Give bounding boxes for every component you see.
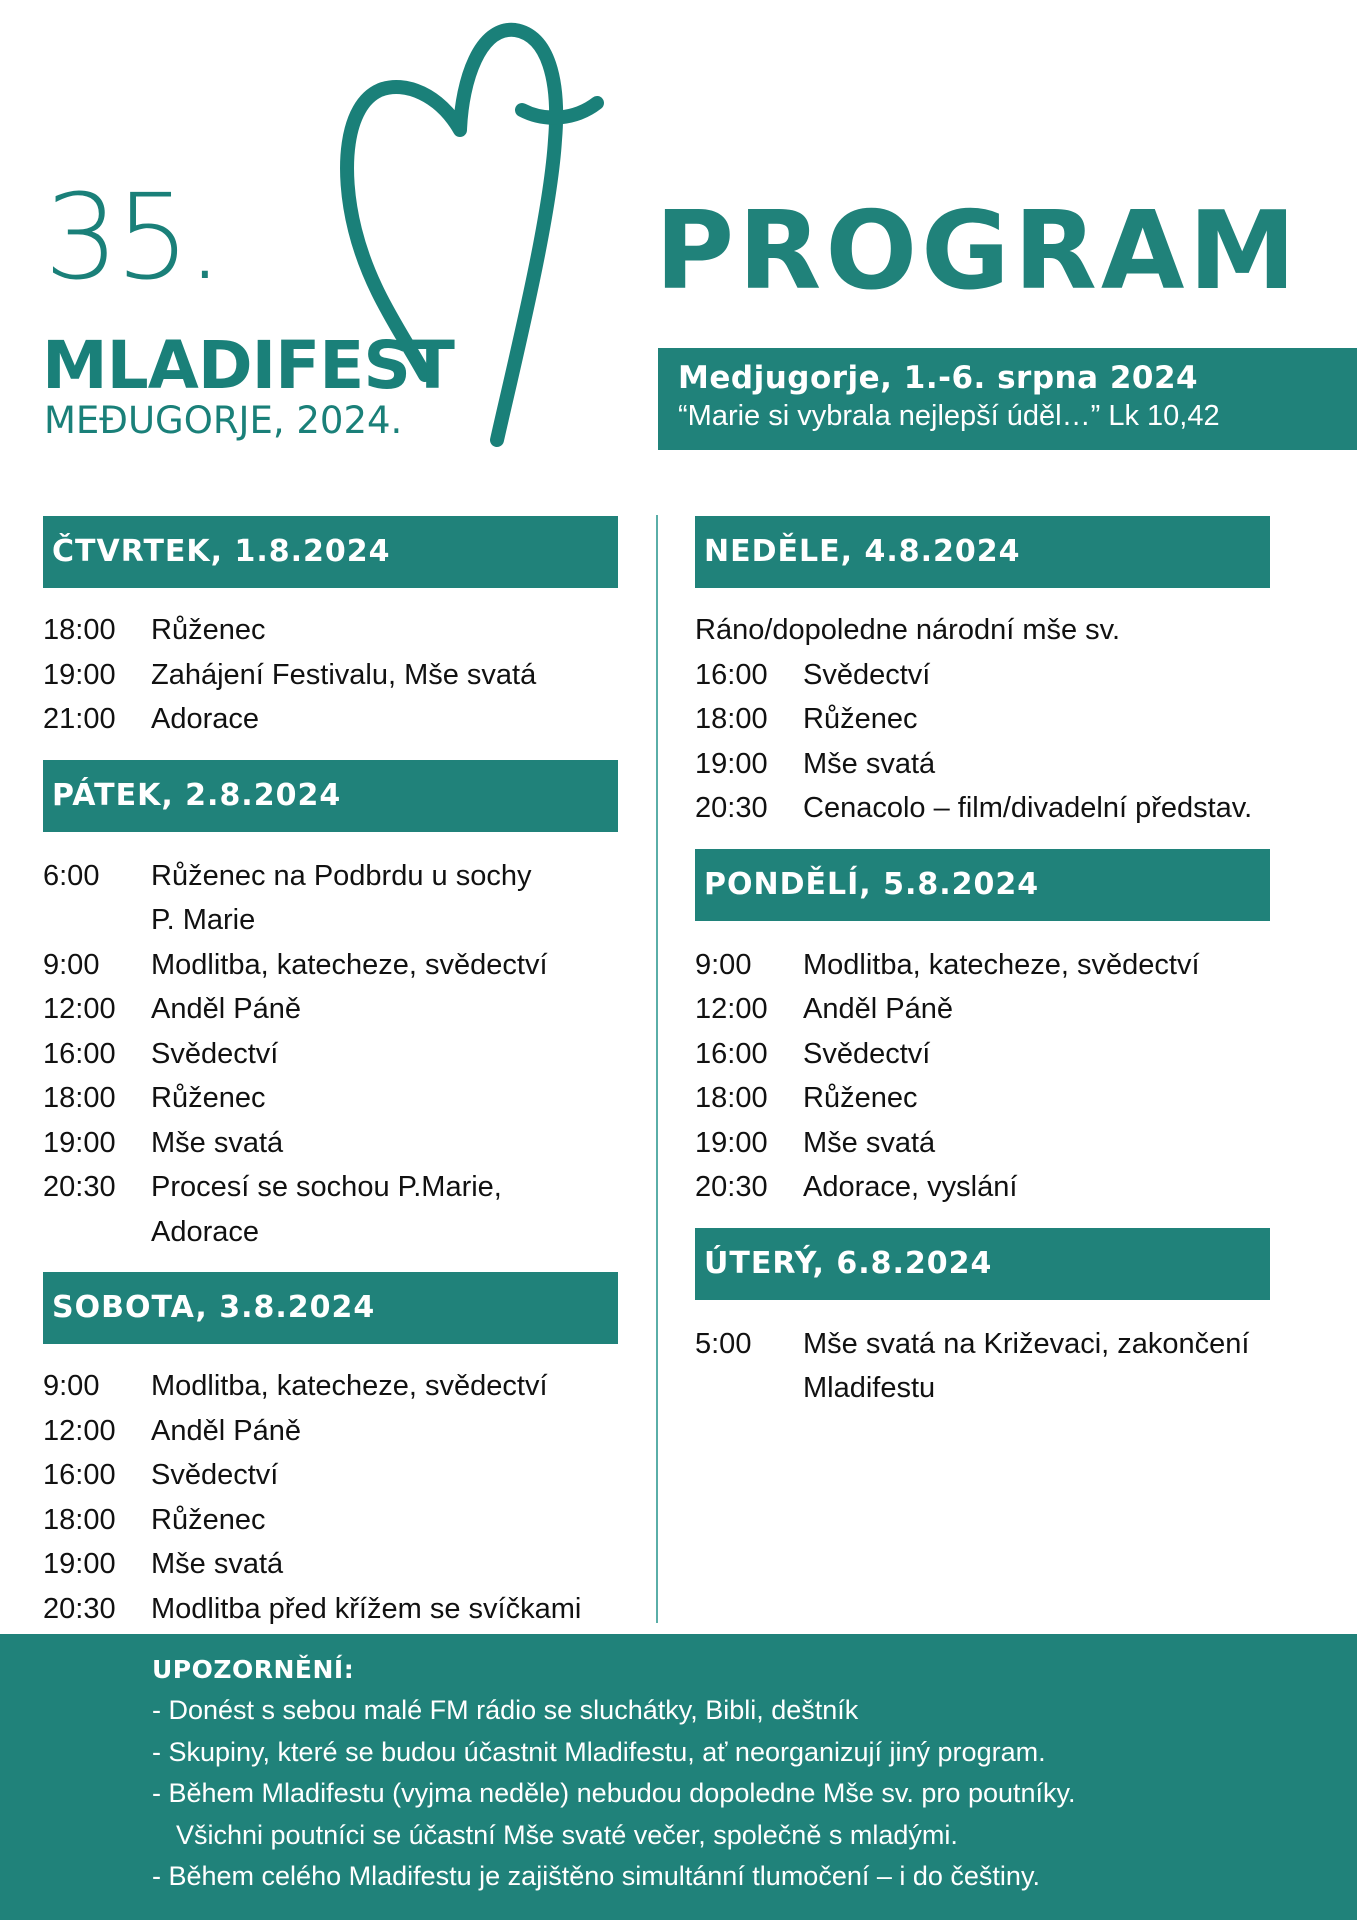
event-desc: Svědectví: [151, 1037, 279, 1070]
event-time: 9:00: [43, 948, 100, 981]
day-tuesday: [695, 1228, 1355, 1429]
event-list: [43, 832, 643, 1273]
event-desc: Anděl Páně: [151, 993, 301, 1025]
event-row: [43, 1453, 643, 1498]
day-header: NEDĚLE, 4.8.2024: [695, 516, 1270, 588]
event-row: [695, 987, 1355, 1032]
event-time: 19:00: [695, 747, 768, 780]
column-divider: [656, 515, 658, 1623]
event-row: [695, 1076, 1355, 1121]
page-title: PROGRAM: [655, 189, 1300, 314]
event-list: [43, 1344, 643, 1649]
event-desc: Cenacolo – film/divadelní představ.: [803, 792, 1253, 824]
notice-line: - Donést s sebou malé FM rádio se sluchátky, Bibli, deštník: [152, 1695, 859, 1725]
event-row: [695, 1165, 1355, 1210]
event-desc: Mše svatá: [803, 1126, 936, 1159]
event-list: [43, 588, 643, 760]
notice-line: - Během Mladifestu (vyjma neděle) nebudou dopoledne Mše sv. pro poutníky.: [152, 1778, 1076, 1808]
event-desc: Modlitba, katecheze, svědectví: [151, 1370, 548, 1402]
event-desc: Růženec: [151, 1503, 266, 1536]
event-row: [43, 987, 643, 1032]
event-desc: Ráno/dopoledne národní mše sv.: [695, 614, 1121, 646]
event-desc: Adorace: [151, 703, 260, 735]
event-desc: Zahájení Festivalu, Mše svatá: [151, 658, 537, 691]
event-desc-continued: Mladifestu: [803, 1372, 936, 1404]
event-desc: Svědectví: [803, 658, 931, 691]
event-desc: Mše svatá na Križevaci, zakončení: [803, 1327, 1250, 1360]
event-time: 21:00: [43, 703, 116, 735]
event-list: [695, 1300, 1355, 1429]
event-time: 20:30: [695, 1171, 768, 1203]
event-time: 19:00: [43, 1126, 116, 1159]
event-desc: Modlitba, katecheze, svědectví: [151, 948, 548, 981]
event-desc: Adorace, vyslání: [803, 1171, 1018, 1203]
mladifest-logo: [0, 0, 640, 460]
event-row: [43, 1032, 643, 1077]
event-row: [43, 653, 643, 698]
event-desc: Modlitba před křížem se svíčkami: [151, 1592, 582, 1625]
event-desc: Procesí se sochou P.Marie,: [151, 1171, 502, 1203]
day-thursday: [43, 516, 643, 760]
event-row: [43, 1364, 643, 1409]
event-row: [695, 697, 1355, 742]
event-desc: Růženec: [803, 1082, 918, 1114]
schedule-left-column: [43, 516, 643, 1649]
event-time: 19:00: [43, 1548, 116, 1580]
day-header: PONDĚLÍ, 5.8.2024: [695, 849, 1270, 921]
event-time: 20:30: [43, 1171, 116, 1203]
day-header: ÚTERÝ, 6.8.2024: [695, 1228, 1270, 1300]
day-header: ČTVRTEK, 1.8.2024: [43, 516, 618, 588]
event-desc: Svědectví: [151, 1459, 279, 1491]
event-row: [695, 653, 1355, 698]
event-row-continued: [695, 1366, 1355, 1411]
event-time: 18:00: [43, 1082, 116, 1114]
event-row: [43, 1498, 643, 1543]
day-header: SOBOTA, 3.8.2024: [43, 1272, 618, 1344]
event-desc: Růženec na Podbrdu u sochy: [151, 859, 532, 892]
event-desc: Anděl Páně: [151, 1414, 301, 1447]
event-desc: Modlitba, katecheze, svědectví: [803, 948, 1200, 981]
event-time: 18:00: [695, 1082, 768, 1114]
event-list: [695, 588, 1355, 849]
event-time: 5:00: [695, 1327, 752, 1360]
event-row: [695, 786, 1355, 831]
logo-place-year: MEĐUGORJE, 2024.: [44, 399, 403, 442]
event-list: [695, 921, 1355, 1228]
event-row-continued: [43, 898, 643, 943]
event-desc-continued: P. Marie: [151, 904, 256, 936]
event-desc-continued: Adorace: [151, 1215, 260, 1248]
notice-line: - Skupiny, které se budou účastnit Mladifestu, ať neorganizují jiný program.: [152, 1736, 1046, 1767]
event-time: 6:00: [43, 859, 100, 892]
event-row: [695, 943, 1355, 988]
motto: “Marie si vybrala nejlepší úděl…” Lk 10,42: [678, 400, 1220, 433]
event-intro: [695, 608, 1355, 653]
event-row: [43, 943, 643, 988]
event-row: [43, 697, 643, 742]
event-time: 20:30: [43, 1592, 116, 1625]
event-desc: Mše svatá: [151, 1548, 284, 1580]
event-time: 18:00: [695, 703, 768, 735]
day-friday: [43, 760, 643, 1273]
event-time: 12:00: [43, 1414, 116, 1447]
event-time: 16:00: [695, 1037, 768, 1070]
event-row: [43, 1165, 643, 1210]
event-time: 12:00: [695, 993, 768, 1025]
day-sunday: [695, 516, 1355, 849]
event-desc: Anděl Páně: [803, 993, 953, 1025]
event-desc: Mše svatá: [803, 747, 936, 780]
event-time: 16:00: [43, 1459, 116, 1491]
event-time: 16:00: [695, 658, 768, 691]
event-time: 18:00: [43, 614, 116, 646]
event-row: [43, 1409, 643, 1454]
event-row: [695, 1322, 1355, 1367]
event-row: [43, 1542, 643, 1587]
event-row: [43, 608, 643, 653]
event-time: 12:00: [43, 993, 116, 1025]
day-header: PÁTEK, 2.8.2024: [43, 760, 618, 832]
event-desc: Růženec: [803, 703, 918, 735]
event-row: [695, 742, 1355, 787]
event-desc: Růženec: [151, 614, 266, 646]
event-desc: Růženec: [151, 1082, 266, 1114]
event-desc: Mše svatá: [151, 1126, 284, 1159]
event-row: [43, 1121, 643, 1166]
event-time: 18:00: [43, 1503, 116, 1536]
notice-line-continued: Všichni poutníci se účastní Mše svaté večer, společně s mladými.: [176, 1819, 958, 1850]
notice-line: - Během celého Mladifestu je zajištěno simultánní tlumočení – i do češtiny.: [152, 1861, 1040, 1891]
event-row-continued: [43, 1210, 643, 1255]
event-time: 16:00: [43, 1037, 116, 1070]
event-time: 9:00: [695, 948, 752, 981]
logo-name: MLADIFEST: [42, 327, 454, 404]
event-time: 9:00: [43, 1370, 100, 1402]
event-time: 19:00: [43, 658, 116, 691]
day-monday: [695, 849, 1355, 1228]
location-dates: Medjugorje, 1.-6. srpna 2024: [678, 360, 1199, 396]
event-time: 20:30: [695, 792, 768, 824]
notice-title: UPOZORNĚNÍ:: [152, 1655, 355, 1684]
day-saturday: [43, 1272, 643, 1649]
logo-edition: 35.: [44, 168, 220, 306]
event-row: [43, 854, 643, 899]
event-row: [43, 1587, 643, 1632]
event-time: 19:00: [695, 1126, 768, 1159]
event-row: [43, 1076, 643, 1121]
notice-panel: [0, 1634, 1357, 1920]
event-row: [695, 1032, 1355, 1077]
schedule-right-column: [695, 516, 1355, 1429]
event-desc: Svědectví: [803, 1037, 931, 1070]
event-row: [695, 1121, 1355, 1166]
event-banner: [658, 348, 1357, 450]
